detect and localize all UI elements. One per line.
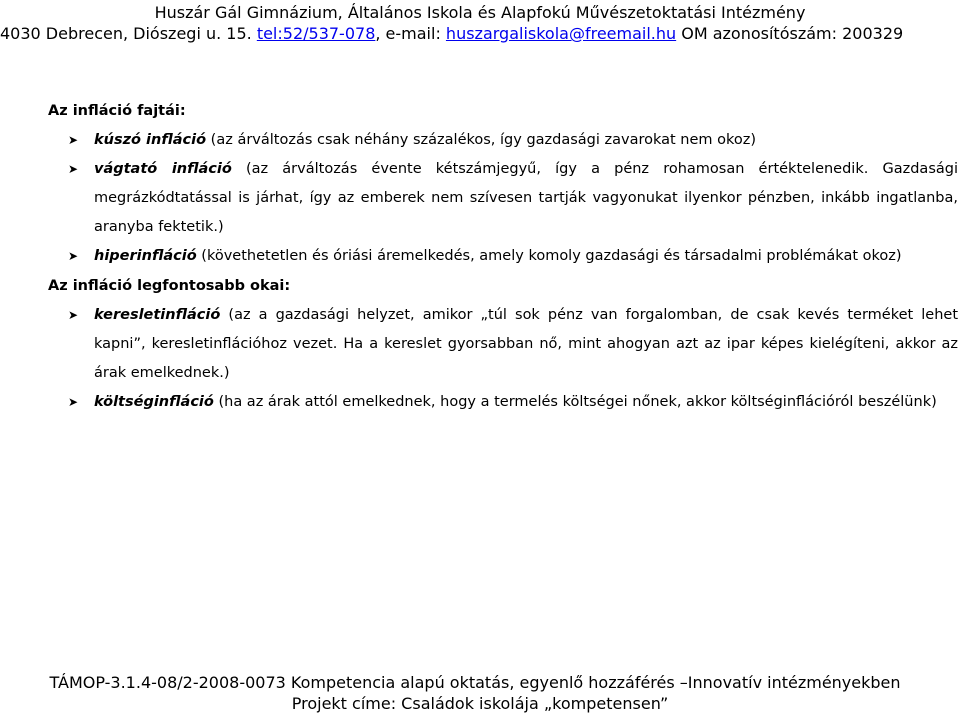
arrowhead-bullet-icon: ➤ (68, 308, 79, 322)
project-id: TÁMOP-3.1.4-08/2-2008-0073 Kompetencia alapú oktatás, egyenlő hozzáférés –Innovatív intézményekben (49, 673, 901, 692)
term: vágtató infláció (94, 161, 232, 177)
description: (az a gazdasági helyzet, amikor „túl sok pénz van forgalomban, de csak kevés terméket lehet kapni”, keresletinflációhoz vezet. Ha a kereslet gyorsabban nő, mint ahogyan azt az ipar képes kielégíteni, akkor az árak emelkednek.) (94, 307, 958, 381)
term: kúszó infláció (94, 132, 207, 148)
page-footer (0, 672, 960, 714)
list-item (48, 388, 960, 417)
arrowhead-bullet-icon: ➤ (68, 395, 79, 409)
list-item (48, 301, 960, 388)
arrowhead-bullet-icon: ➤ (68, 249, 79, 263)
section-title-types: Az infláció fajtái: (48, 103, 186, 119)
description: (követhetetlen és óriási áremelkedés, amely komoly gazdasági és társadalmi problémákat okoz) (196, 248, 902, 264)
contact-line (0, 23, 960, 44)
om-id: OM azonosítószám: 200329 (676, 24, 904, 43)
phone-link[interactable]: tel:52/537-078 (256, 24, 376, 43)
arrowhead-bullet-icon: ➤ (68, 162, 79, 176)
term: költséginfláció (94, 394, 214, 410)
description: (az árváltozás csak néhány százalékos, így gazdasági zavarokat nem okoz) (206, 132, 757, 148)
description: (ha az árak attól emelkednek, hogy a termelés költségei nőnek, akkor költséginflációról beszélünk) (213, 394, 937, 410)
email-link[interactable]: huszargaliskola@freemail.hu (445, 24, 677, 43)
project-title: Projekt címe: Családok iskolája „kompetensen” (291, 694, 669, 713)
list-item (48, 155, 960, 242)
document-body (48, 96, 960, 417)
list-item (48, 126, 960, 155)
section-title-causes: Az infláció legfontosabb okai: (48, 278, 291, 294)
inflation-types-list (48, 126, 960, 271)
term: keresletinfláció (94, 307, 221, 323)
term: hiperinfláció (94, 248, 197, 264)
page-header (0, 2, 960, 44)
address: 4030 Debrecen, Diószegi u. 15. (0, 24, 257, 43)
description: (az árváltozás évente kétszámjegyű, így a pénz rohamosan értéktelenedik. Gazdasági megrázkódtatással is járhat, így az emberek nem szívesen tartják vagyonukat ilyenkor pénzben, inkább ingatlanba, aranyba fektetik.) (94, 161, 958, 235)
list-item (48, 242, 960, 271)
inflation-causes-list (48, 301, 960, 417)
email-label: , e-mail: (375, 24, 446, 43)
school-name: Huszár Gál Gimnázium, Általános Iskola és Alapfokú Művészetoktatási Intézmény (154, 3, 806, 22)
arrowhead-bullet-icon: ➤ (68, 133, 79, 147)
